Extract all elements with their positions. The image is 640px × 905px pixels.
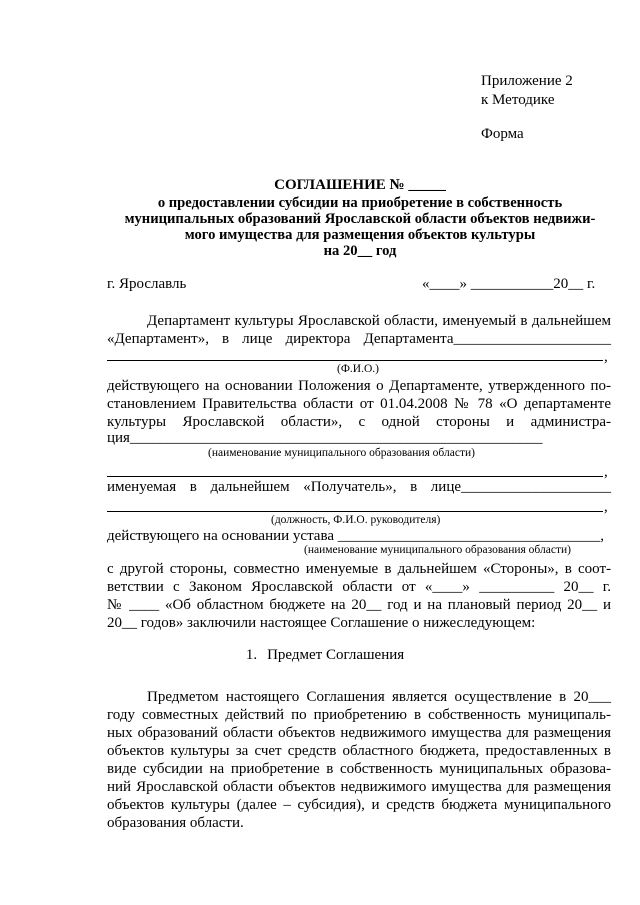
- blank-line: [107, 476, 603, 477]
- body-line: Департамент культуры Ярославской области, именуемый в дальнейшем: [147, 313, 611, 329]
- section-line: образования области.: [107, 815, 244, 831]
- section-line: ных образований области объектов недвижимого имущества для размещения: [107, 725, 611, 741]
- blank-line: [107, 511, 603, 512]
- hint-fio: (Ф.И.О.): [337, 363, 379, 375]
- section-1-heading: [0, 647, 640, 664]
- body-line: ветствии с Законом Ярославской области от «____» __________ 20__ г.: [107, 579, 611, 595]
- comma: ,: [604, 349, 608, 365]
- appendix-line-1: Приложение 2: [481, 73, 573, 89]
- hint-municipality-2: (наименование муниципального образования области): [304, 544, 571, 556]
- body-line: № ____ «Об областном бюджете на 20__ год и на плановый период 20__ и: [107, 597, 611, 613]
- comma: ,: [604, 464, 608, 480]
- section-line: ний Ярославской области объектов недвижимого имущества для размещения: [107, 779, 611, 795]
- appendix-line-2: к Методике: [481, 92, 555, 108]
- section-number: 1.: [245, 647, 258, 663]
- body-line: становлением Правительства области от 01.04.2008 № 78 «О департаменте: [107, 396, 611, 412]
- agreement-title: [96, 177, 624, 259]
- hint-municipality: (наименование муниципального образования области): [208, 447, 475, 459]
- blank-line: [107, 360, 603, 361]
- section-line: году совместных действий по приобретению в собственность муниципаль-: [107, 707, 611, 723]
- section-line: объектов культуры за счет средств областного бюджета, предоставленных в: [107, 743, 611, 759]
- body-line: 20__ годов» заключили настоящее Соглашение о нижеследующем:: [107, 615, 536, 631]
- title-line-5: на 20__ год: [323, 243, 397, 259]
- body-line: ция_______________________________________________________: [107, 430, 543, 446]
- section-line: объектов культуры (далее – субсидия), и средств бюджета муниципального: [107, 797, 611, 813]
- comma: ,: [604, 499, 608, 515]
- section-line: виде субсидии на приобретение в собственность муниципальных образова-: [107, 761, 611, 777]
- title-line-2: о предоставлении субсидии на приобретение в собственность: [157, 195, 563, 211]
- city: г. Ярославль: [107, 276, 187, 292]
- title-line-3: муниципальных образований Ярославской области объектов недвижи-: [124, 211, 596, 227]
- agreement-date: «____» ___________20__ г.: [422, 276, 596, 292]
- body-line: с другой стороны, совместно именуемые в дальнейшем «Стороны», в соот-: [107, 561, 611, 577]
- title-line-1: СОГЛАШЕНИЕ № _____: [274, 177, 446, 193]
- hint-position: (должность, Ф.И.О. руководителя): [271, 514, 441, 526]
- body-line: действующего на основании Положения о Департаменте, утвержденного по-: [107, 378, 611, 394]
- body-line: именуемая в дальнейшем «Получатель», в лице____________________: [107, 479, 611, 495]
- title-line-4: мого имущества для размещения объектов культуры: [184, 227, 536, 243]
- section-title: Предмет Соглашения: [267, 647, 405, 663]
- section-line: Предметом настоящего Соглашения является осуществление в 20___: [147, 689, 611, 705]
- appendix-note: [481, 72, 573, 110]
- body-line: действующего на основании устава ___________________________________,: [107, 528, 605, 544]
- body-line: культуры Ярославской области», с одной стороны и администра-: [107, 414, 611, 430]
- form-label: Форма: [481, 126, 524, 142]
- body-line: «Департамент», в лице директора Департамента_____________________: [107, 331, 611, 347]
